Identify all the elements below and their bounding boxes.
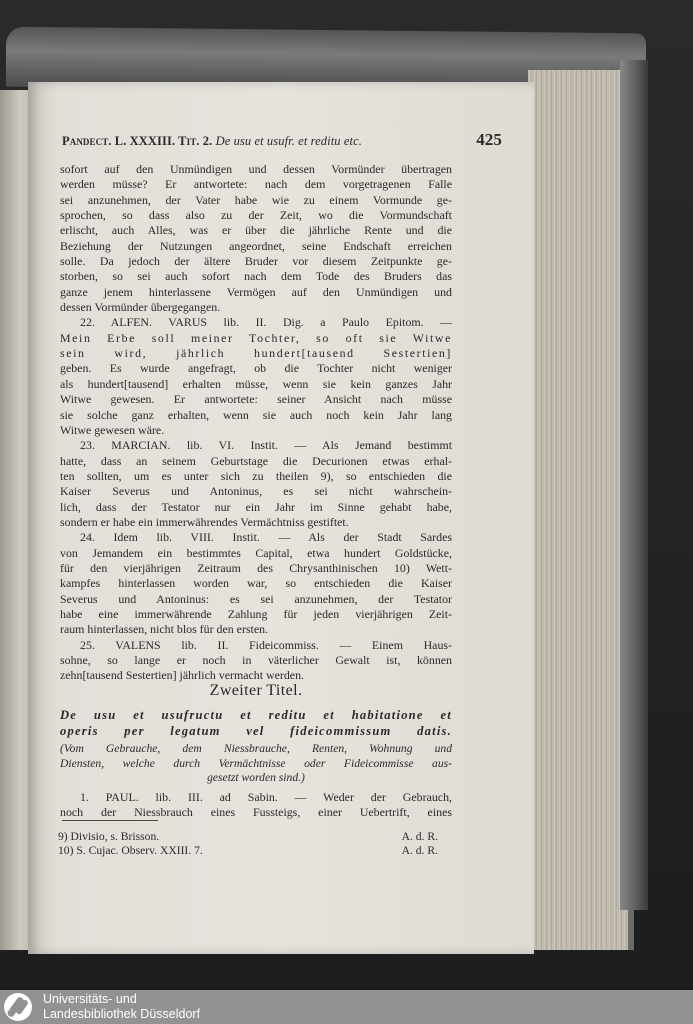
title-body-text [60, 790, 452, 821]
german-subtitle-line: (Vom Gebrauche, dem Niessbrauche, Renten, Wohnung und [60, 742, 452, 755]
latin-subtitle-line: De usu et usufructu et reditu et habitatione et [60, 708, 452, 722]
text-line: sie solche ganz erhalten, wenn sie auch noch kein Jahr lang [60, 407, 452, 422]
text-line: als hundert[tausend] erhalten müsse, wenn sie kein ganzes Jahr [60, 376, 452, 391]
institution-line: Universitäts- und [43, 992, 137, 1006]
text-line: für den vierjährigen Zeitraum des Chrysanthinischen 10) Wett- [60, 560, 452, 575]
text-line: raum hinterlassen, nicht blos für den ersten. [60, 622, 269, 637]
text-line: Mein Erbe soll meiner Tochter, so oft sie Witwe [60, 330, 452, 345]
footnote-rule [62, 820, 158, 821]
text-line: zehn[tausend Sestertien] jährlich vermacht werden. [60, 668, 304, 683]
text-line: sohne, so lange er noch in väterlicher Gewalt ist, können [60, 653, 452, 667]
book-cover-edge [620, 60, 648, 910]
body-text [60, 162, 452, 684]
footnote-ref: A. d. R. [401, 830, 438, 843]
text-line: geben. Es wurde angefragt, ob die Tochter nicht weniger [60, 361, 452, 376]
library-footer [0, 990, 693, 1024]
german-subtitle [60, 742, 452, 786]
section-1-heading: 1. PAUL. lib. III. ad Sabin. — Weder der Gebrauch, [80, 790, 452, 804]
section-22-heading: 22. ALFEN. VARUS lib. II. Dig. a Paulo Epitom. — [80, 315, 452, 330]
institution-line: Landesbibliothek Düsseldorf [43, 1007, 201, 1021]
ulb-logo-icon [4, 993, 32, 1021]
text-line: Kaiser Severus und Antoninus, es sei nicht wahrschein- [60, 484, 452, 499]
footnote-text: 9) Divisio, s. Brisson. [58, 830, 160, 843]
text-line: lich, dass der Testator nur ein Jahr im Sinne gehabt habe, [60, 499, 452, 514]
text-line: von Jemandem ein bestimmtes Capital, etwa hundert Goldstücke, [60, 545, 452, 560]
page-edges [528, 70, 634, 950]
latin-subtitle [60, 707, 452, 739]
latin-subtitle-line: operis per legatum vel fideicommissum datis. [60, 724, 452, 738]
text-line: storben, so sei auch sofort nach dem Tode des Bruders das [60, 269, 452, 284]
running-head-book: Pandect. L. XXXIII. Tit. 2. [62, 134, 213, 148]
footnotes [58, 830, 438, 858]
running-head [62, 130, 502, 154]
chapter-title: Zweiter Titel. [209, 682, 303, 699]
text-line: sofort auf den Unmündigen und dessen Vormünder übertragen [60, 162, 452, 176]
german-subtitle-line: gesetzt worden sind.) [207, 771, 305, 784]
text-line: Beziehung der Nutzungen angeordnet, seine Endschaft erreichen [60, 238, 452, 253]
text-line: solle. Da jedoch der ältere Bruder vor diesem Zeitpunkte ge- [60, 254, 452, 269]
text-line: Witwe gewesen. Er antwortete: seiner Ansicht nach müsse [60, 392, 452, 407]
page-number: 425 [476, 130, 502, 149]
text-line: kampfes hinterlassen worden war, so entschieden die Kaiser [60, 576, 452, 591]
section-24-heading: 24. Idem lib. VIII. Instit. — Als der Stadt Sardes [80, 530, 452, 545]
german-subtitle-line: Diensten, welche durch Vermächtnisse oder Fideicommisse aus- [60, 756, 452, 770]
running-head-topic: De usu et usufr. et reditu etc. [215, 134, 362, 148]
text-line: noch der Niessbrauch eines Fussteigs, einer Uebertrift, eines [60, 805, 452, 820]
text-line: Witwe gewesen wäre. [60, 422, 165, 437]
footnote-ref: A. d. R. [401, 844, 438, 857]
section-23-heading: 23. MARCIAN. lib. VI. Instit. — Als Jemand bestimmt [80, 438, 452, 453]
footnote [58, 830, 438, 844]
text-line: sprochen, so dass also zu der Zeit, wo die Vormundschaft [60, 208, 452, 223]
text-line: sei anzunehmen, der Vater habe wie zu einem Vormunde ge- [60, 192, 452, 207]
footnote-text: 10) S. Cujac. Observ. XXIII. 7. [58, 844, 203, 857]
text-line: sein wird, jährlich hundert[tausend Sestertien] [60, 346, 452, 361]
text-line: erlischt, auch Alles, was er über die jährliche Rente und die [60, 223, 452, 238]
text-line: ganze jenem hinterlassene Vermögen auf den Unmündigen und [60, 284, 452, 299]
text-line: ten sollten, um es unter sich zu theilen 9), so entschieden die [60, 468, 452, 483]
footnote [58, 844, 438, 858]
text-line: hatte, dass an seinem Geburtstage die Decurionen etwas erhal- [60, 453, 452, 468]
text-line: habe eine immerwährende Zahlung für jeden vierjährigen Zeit- [60, 606, 452, 621]
book-page [28, 82, 534, 954]
text-line: Severus und Antoninus: es sei anzunehmen, der Testator [60, 591, 452, 606]
text-line: werden müsse? Er antwortete: nach dem vorgetragenen Falle [60, 177, 452, 192]
institution-name [43, 992, 200, 1022]
text-line: dessen Vormünder übergegangen. [60, 300, 221, 315]
text-line: sondern er habe ein immerwährendes Vermächtniss gestiftet. [60, 514, 349, 529]
section-25-heading: 25. VALENS lib. II. Fideicommiss. — Einem Haus- [80, 637, 452, 652]
